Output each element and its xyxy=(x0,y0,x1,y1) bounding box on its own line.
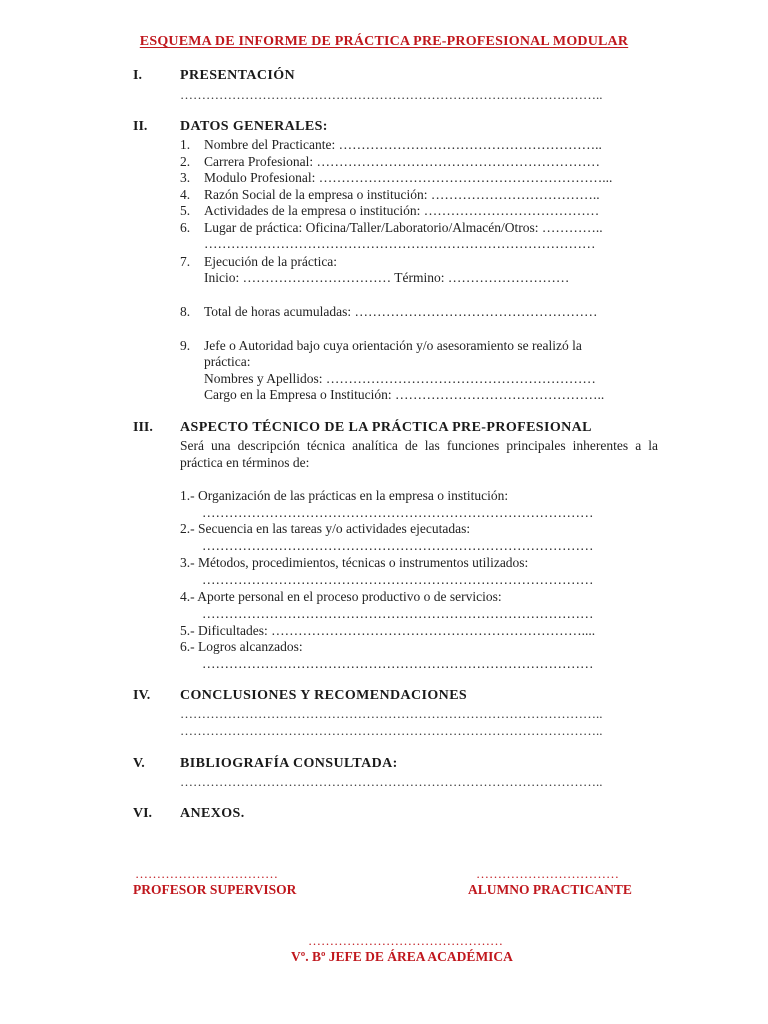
section-anexos xyxy=(133,806,658,826)
signature-line-jefe: ……………………………………… xyxy=(308,933,503,948)
item-metodos-dots: …………………………………………………………………………… xyxy=(202,572,594,587)
fill-line: …………………………………………………………………………………….. xyxy=(180,87,603,102)
field-nombre-practicante: 1. Nombre del Practicante: ………………………………………………….. xyxy=(180,137,602,152)
section-heading: BIBLIOGRAFÍA CONSULTADA: xyxy=(180,756,398,771)
field-carrera-profesional: 2. Carrera Profesional: ……………………………………………………… xyxy=(180,154,600,169)
fill-line: …………………………………………………………………………………….. xyxy=(180,706,603,721)
item-secuencia: 2.- Secuencia en las tareas y/o actividades ejecutadas: xyxy=(180,521,471,536)
field-nombres-apellidos: Nombres y Apellidos: …………………………………………………… xyxy=(204,371,596,386)
document-title-text: ESQUEMA DE INFORME DE PRÁCTICA PRE-PROFESIONAL MODULAR xyxy=(139,34,629,49)
item-metodos: 3.- Métodos, procedimientos, técnicas o instrumentos utilizados: xyxy=(180,555,529,570)
field-lugar-practica: 6. Lugar de práctica: Oficina/Taller/Laboratorio/Almacén/Otros: ………….. xyxy=(180,220,603,235)
section-numeral: V. xyxy=(133,756,145,771)
item-secuencia-dots: …………………………………………………………………………… xyxy=(202,538,594,553)
section-numeral: IV. xyxy=(133,688,151,703)
section-datos-generales xyxy=(133,119,658,409)
field-cargo: Cargo en la Empresa o Institución: ……………………………………….. xyxy=(204,387,605,402)
document-title xyxy=(0,34,768,50)
signature-label-supervisor: PROFESOR SUPERVISOR xyxy=(133,882,297,897)
field-total-horas: 8. Total de horas acumuladas: ……………………………………………… xyxy=(180,304,598,319)
item-dificultades: 5.- Dificultades: …………………………………………………………….... xyxy=(180,623,596,638)
field-modulo-profesional: 3. Modulo Profesional: ………………………………………………………... xyxy=(180,170,613,185)
item-organizacion: 1.- Organización de las prácticas en la empresa o institución: xyxy=(180,488,509,503)
field-inicio-termino: Inicio: …………………………… Término: ……………………… xyxy=(204,270,570,285)
signature-label-alumno: ALUMNO PRACTICANTE xyxy=(468,882,632,897)
item-logros-dots: …………………………………………………………………………… xyxy=(202,656,594,671)
field-jefe-autoridad: 9. Jefe o Autoridad bajo cuya orientación y/o asesoramiento se realizó la xyxy=(180,338,582,353)
fill-line: …………………………………………………………………………………….. xyxy=(180,723,603,738)
section-numeral: I. xyxy=(133,68,142,83)
section-numeral: III. xyxy=(133,420,153,435)
signature-line-alumno: …………………………… xyxy=(476,866,619,881)
section-conclusiones xyxy=(133,688,658,738)
section-intro: Será una descripción técnica analítica de las funciones principales inherentes a la práctica en términos de: xyxy=(180,438,658,470)
item-aporte: 4.- Aporte personal en el proceso productivo o de servicios: xyxy=(180,589,502,604)
item-logros: 6.- Logros alcanzados: xyxy=(180,639,303,654)
field-razon-social: 4. Razón Social de la empresa o institución: ……………………………….. xyxy=(180,187,600,202)
section-heading: PRESENTACIÓN xyxy=(180,68,296,83)
field-actividades: 5. Actividades de la empresa o institución: ………………………………… xyxy=(180,203,600,218)
field-lugar-practica-continuation: …………………………………………………………………………… xyxy=(204,236,596,251)
section-aspecto-tecnico xyxy=(133,420,658,680)
section-heading: CONCLUSIONES Y RECOMENDACIONES xyxy=(180,688,468,703)
section-numeral: VI. xyxy=(133,806,153,821)
item-aporte-dots: …………………………………………………………………………… xyxy=(202,606,594,621)
section-numeral: II. xyxy=(133,119,148,134)
section-heading: ANEXOS. xyxy=(180,806,245,821)
signature-line-supervisor: …………………………… xyxy=(135,866,278,881)
section-heading: ASPECTO TÉCNICO DE LA PRÁCTICA PRE-PROFESIONAL xyxy=(180,420,592,435)
section-presentacion xyxy=(133,68,658,108)
item-organizacion-dots: …………………………………………………………………………… xyxy=(202,505,594,520)
signature-label-jefe: Vº. Bº JEFE DE ÁREA ACADÉMICA xyxy=(291,949,513,964)
section-bibliografia xyxy=(133,756,658,796)
section-heading: DATOS GENERALES: xyxy=(180,119,328,134)
fill-line: …………………………………………………………………………………….. xyxy=(180,774,603,789)
field-jefe-autoridad-continuation: práctica: xyxy=(204,354,251,369)
field-ejecucion: 7. Ejecución de la práctica: xyxy=(180,254,338,269)
